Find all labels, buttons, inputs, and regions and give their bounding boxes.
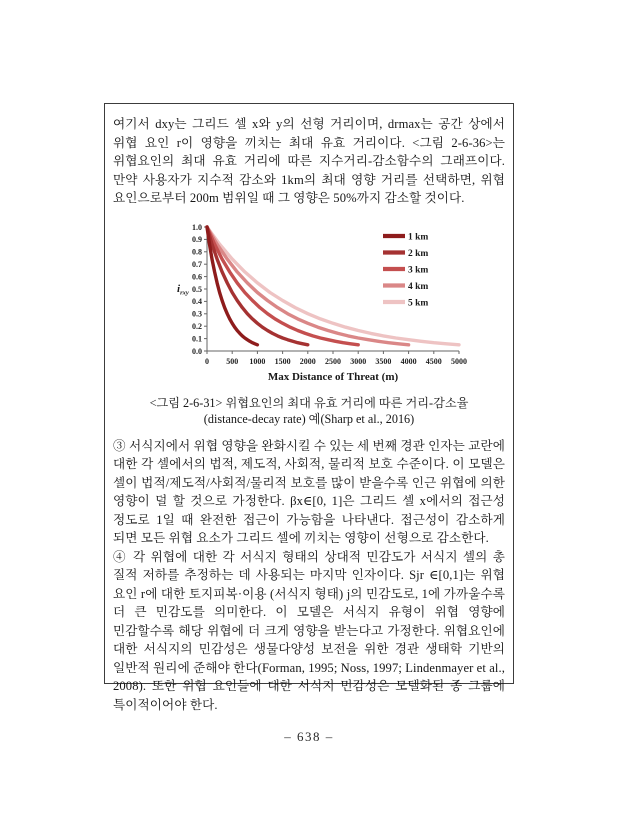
legend-label: 1 km [408,232,429,242]
y-tick-label: 0.2 [192,321,202,331]
content-box [104,103,514,712]
x-tick-label: 3500 [375,356,392,366]
y-tick-label: 0.3 [192,309,202,319]
legend-label: 5 km [408,298,429,308]
y-tick-label: 0.8 [192,247,202,257]
figure-caption-line1: <그림 2-6-31> 위협요인의 최대 유효 거리에 따른 거리-감소율 [149,395,469,410]
legend-label: 3 km [408,265,429,275]
x-tick-label: 1000 [249,356,266,366]
x-tick-label: 3000 [350,356,367,366]
legend-label: 4 km [408,281,429,292]
y-tick-label: 0.7 [192,259,202,269]
y-tick-label: 0.6 [192,271,202,281]
distance-decay-line-chart [137,220,505,392]
y-tick-label: 0.9 [192,234,202,244]
x-tick-label: 2000 [299,356,316,366]
paragraph-intro: 여기서 dxy는 그리드 셀 x와 y의 선형 거리이며, drmax는 공간 상에서 위협 요인 r이 영향을 끼치는 최대 유효 거리이다. <그림 2-6-36>는 위협요인의 최대 유효 거리에 따른 지수거리-감소함수의 그래프이다. 만약 사용자가 지수적 감소와 1km의 최대 영향 거리를 선택하면, 위협 요인으로부터 200m 범위일 때 그 영향은 50%까지 감소할 것이다. [113,117,505,205]
x-tick-label: 1500 [274,356,291,366]
paragraph-3: ③ 서식지에서 위협 영향을 완화시킬 수 있는 세 번째 경관 인자는 교란에 대한 각 셀에서의 법적, 제도적, 사회적, 물리적 보호 수준이다. 이 모델은 셀이 법적/제도적/사회적/물리적 보호를 많이 받을수록 인근 위협에 의한 영향이 덜 할 것으로 가정한다. βx∈[0, 1]은 그리드 셀 x에서의 접근성 정도로 1일 때 완전한 접근이 가능함을 나타낸다. 접근성이 감소하게 되면 모든 위협 요소가 그리드 셀에 끼치는 영향이 선형으로 감소한다. [113,438,505,545]
y-tick-label: 0.0 [192,346,202,356]
x-tick-label: 2500 [325,356,341,366]
page-number: – 638 – [284,729,334,744]
decay-curve-4km [207,227,409,345]
paragraph-4: ④ 각 위협에 대한 각 서식지 형태의 상대적 민감도가 서식지 셀의 총 질적 저하를 추정하는 데 사용되는 마지막 인자이다. Sjr ∈[0,1]는 위협 요인 r에 대한 토지피복·이용 (서식지 형태) j의 민감도로, 1에 가까울수록 더 큰 민감도를 의미한다. 이 모델은 서식지 유형이 위협 영향에 민감할수록 해당 위협에 더 크게 영향을 받는다고 가정한다. 위협요인에 대한 서식지의 민감성은 생물다양성 보전을 위한 경관 생태학 기반의 일반적 원리에 준해야 한다(Forman, 1995; Noss, 1997; Lindenmayer et al., 2008). 또한 위협 요인들에 대한 서식지 민감성은 모델화된 종 그룹에 특이적이어야 한다. [113,549,506,712]
x-tick-label: 5000 [451,356,467,366]
y-tick-label: 0.4 [192,296,202,306]
x-tick-label: 4500 [425,356,442,366]
y-tick-label: 0.1 [192,333,202,343]
y-axis-title: $i_{rxy}$ [177,282,189,296]
x-tick-label: 4000 [400,356,417,366]
x-tick-label: 0 [205,356,209,366]
x-axis-title: Max Distance of Threat (m) [267,370,399,383]
x-tick-label: 500 [226,356,239,366]
figure-caption [113,395,505,428]
legend-label: 2 km [408,248,429,259]
figure-decay-chart [113,220,505,428]
y-tick-label: 0.5 [192,284,202,294]
y-tick-label: 1.0 [192,222,202,232]
figure-caption-line2: (distance-decay rate) 예(Sharp et al., 2016) [203,412,415,426]
